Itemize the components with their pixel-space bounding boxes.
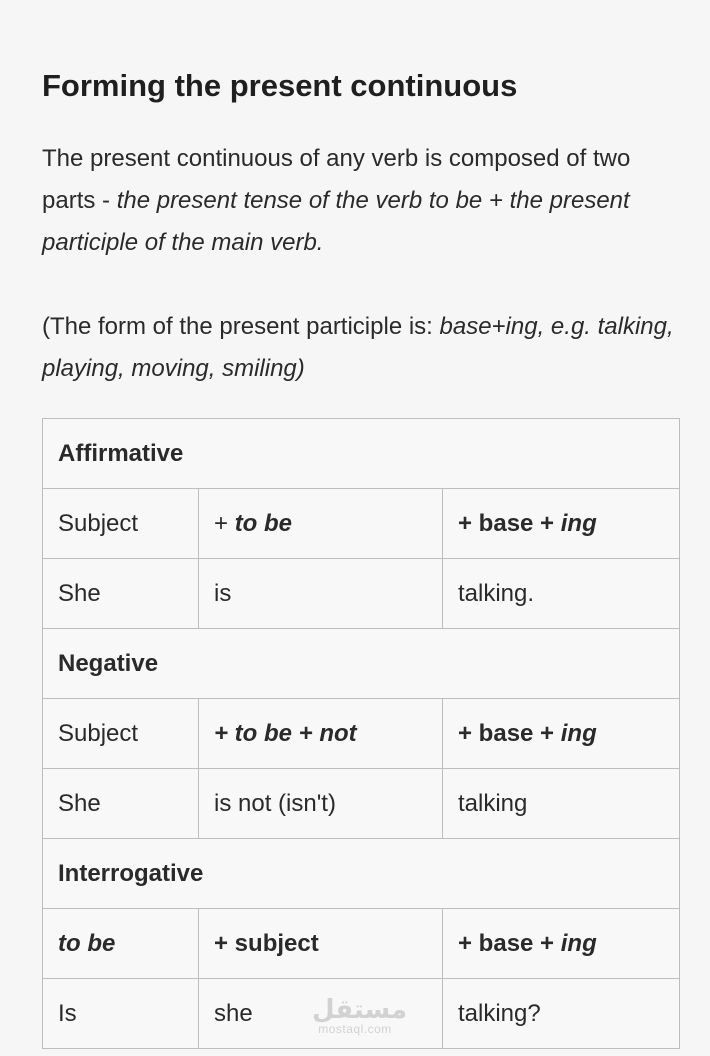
section-row-affirmative (43, 419, 680, 489)
table-cell: Is (43, 979, 199, 1049)
cell-emphasis: ing (560, 509, 597, 537)
intro-text: The present continuous of any verb is composed of two parts - (42, 145, 631, 214)
table-cell (43, 909, 199, 979)
section-row-interrogative (43, 839, 680, 909)
table-cell: Subject (43, 699, 199, 769)
table-cell: She (43, 769, 199, 839)
table-row (43, 979, 680, 1049)
section-title-negative: Negative (43, 629, 680, 699)
table-cell (199, 909, 443, 979)
table-cell: Subject (43, 489, 199, 559)
grammar-table (42, 418, 680, 1049)
page-title: Forming the present continuous (42, 68, 518, 103)
intro-paragraph (42, 138, 679, 264)
intro-italic-text: the present tense of the verb to be + the present participle of the main verb. (42, 187, 630, 256)
table-cell (443, 909, 680, 979)
table-cell (443, 489, 680, 559)
section-title-interrogative: Interrogative (43, 839, 680, 909)
table-row (43, 909, 680, 979)
cell-text: + (214, 509, 235, 537)
table-cell: talking? (443, 979, 680, 1049)
cell-emphasis: to be (58, 929, 116, 957)
cell-emphasis: + to be + not (214, 719, 357, 747)
table-cell: talking. (443, 559, 680, 629)
table-row (43, 489, 680, 559)
table-cell (443, 699, 680, 769)
section-title-affirmative: Affirmative (43, 419, 680, 489)
cell-bold: + base + (458, 929, 561, 957)
participle-note-italic: base+ing, e.g. talking, playing, moving, smiling) (42, 313, 674, 382)
watermark-arabic: مستقل (312, 994, 408, 1024)
table-cell: is not (isn't) (199, 769, 443, 839)
table-row (43, 769, 680, 839)
table-cell: talking (443, 769, 680, 839)
table-cell: is (199, 559, 443, 629)
table-cell (199, 489, 443, 559)
table-row (43, 559, 680, 629)
cell-emphasis: ing (560, 929, 597, 957)
cell-bold: + base + (458, 509, 561, 537)
participle-note (42, 306, 679, 390)
cell-emphasis: to be (234, 509, 293, 537)
participle-note-text: (The form of the present participle is: (42, 313, 440, 340)
table-cell: she (199, 979, 443, 1049)
cell-bold: + base + (458, 719, 561, 747)
cell-bold: + subject (214, 929, 319, 957)
table-cell: She (43, 559, 199, 629)
cell-emphasis: ing (560, 719, 597, 747)
watermark-latin: mostaql.com (318, 1022, 392, 1036)
table-row (43, 699, 680, 769)
section-row-negative (43, 629, 680, 699)
table-cell (199, 699, 443, 769)
